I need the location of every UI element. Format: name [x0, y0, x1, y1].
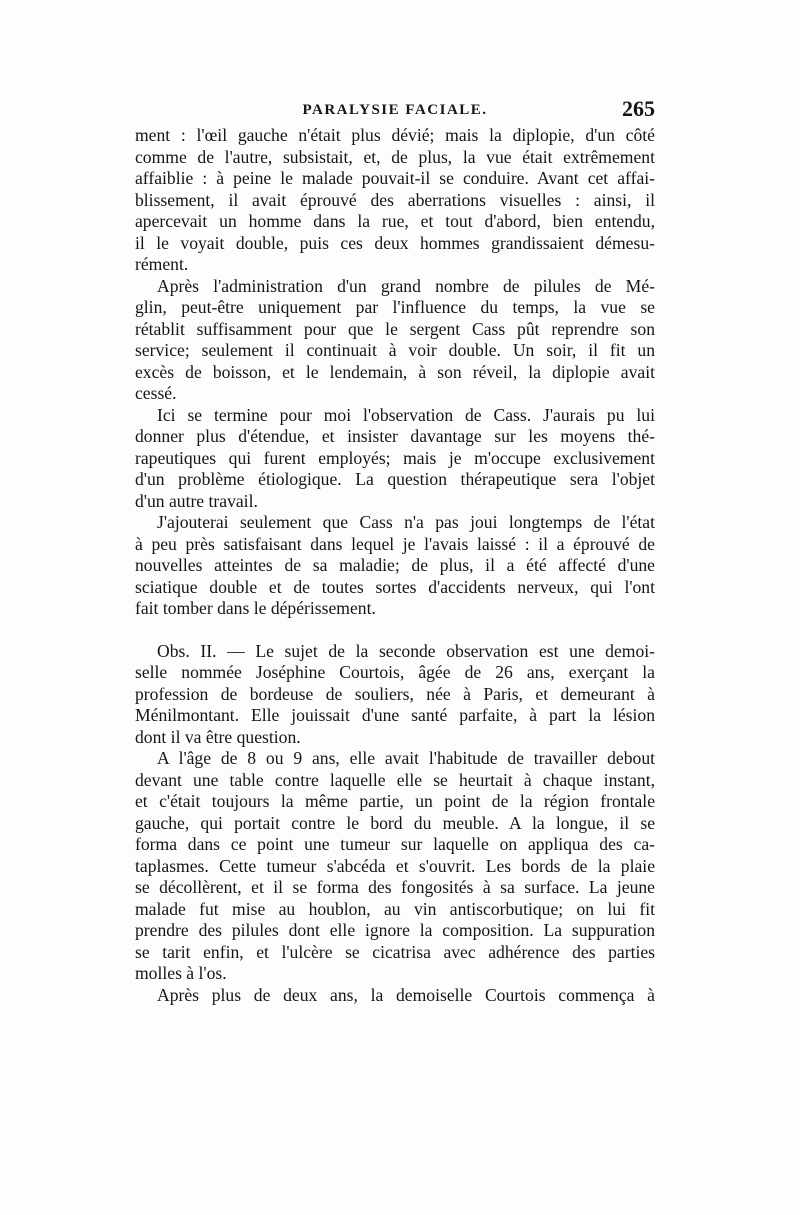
- text-line: d'un autre travail.: [135, 490, 258, 511]
- body-text: [135, 125, 655, 1006]
- text-line: Ménilmontant. Elle jouissait d'une santé parfaite, à part la lésion: [135, 705, 655, 725]
- text-line: excès de boisson, et le lendemain, à son réveil, la diplopie avait: [135, 361, 655, 382]
- text-line: blissement, il avait éprouvé des aberrations visuelles : ainsi, il: [135, 189, 655, 210]
- text-line: devant une table contre laquelle elle se heurtait à chaque instant,: [135, 769, 655, 790]
- text-line: gauche, qui portait contre le bord du meuble. A la longue, il se: [135, 812, 655, 833]
- text-line: ment : l'œil gauche n'était plus dévié; mais la diplopie, d'un côté: [135, 125, 655, 145]
- text-line: il le voyait double, puis ces deux hommes grandissaient démesu-: [135, 232, 655, 253]
- text-line: Obs. II. — Le sujet de la seconde observation est une demoi-: [157, 640, 655, 661]
- text-line: Après plus de deux ans, la demoiselle Courtois commença à: [157, 984, 655, 1005]
- text-line: malade fut mise au houblon, au vin antiscorbutique; on lui fit: [135, 898, 655, 919]
- paragraph: [135, 512, 655, 620]
- page-number: 265: [622, 96, 655, 121]
- text-line: taplasmes. Cette tumeur s'abcéda et s'ouvrit. Les bords de la plaie: [135, 855, 655, 876]
- paragraph: [135, 405, 655, 513]
- text-line: selle nommée Joséphine Courtois, âgée de 26 ans, exerçant la: [135, 662, 655, 682]
- text-line: forma dans ce point une tumeur sur laquelle on appliqua des ca-: [135, 834, 655, 854]
- observation-paragraph: [135, 641, 655, 749]
- text-line: se décollèrent, et il se forma des fongosités à sa surface. La jeune: [135, 877, 655, 897]
- text-line: Ici se termine pour moi l'observation de Cass. J'aurais pu lui: [157, 404, 655, 425]
- paragraph: [135, 276, 655, 405]
- text-line: donner plus d'étendue, et insister davantage sur les moyens thé-: [135, 426, 655, 446]
- text-line: rément.: [135, 254, 189, 274]
- running-head: [135, 96, 655, 126]
- running-title: PARALYSIE FACIALE.: [302, 102, 488, 118]
- text-line: se tarit enfin, et l'ulcère se cicatrisa avec adhérence des parties: [135, 941, 655, 962]
- text-line: dont il va être question.: [135, 726, 301, 747]
- text-line: molles à l'os.: [135, 963, 227, 983]
- text-line: rapeutiques qui furent employés; mais je m'occupe exclusivement: [135, 447, 655, 468]
- text-line: A l'âge de 8 ou 9 ans, elle avait l'habitude de travailler debout: [157, 748, 655, 768]
- text-line: fait tomber dans le dépérissement.: [135, 598, 376, 618]
- section-spacer: [135, 620, 655, 641]
- text-line: J'ajouterai seulement que Cass n'a pas joui longtemps de l'état: [157, 512, 655, 532]
- text-line: glin, peut-être uniquement par l'influence du temps, la vue se: [135, 297, 655, 317]
- text-line: affaiblie : à peine le malade pouvait-il se conduire. Avant cet affai-: [135, 168, 655, 188]
- text-line: à peu près satisfaisant dans lequel je l'avais laissé : il a éprouvé de: [135, 533, 655, 554]
- text-line: service; seulement il continuait à voir double. Un soir, il fit un: [135, 340, 655, 360]
- text-line: rétablit suffisamment pour que le sergent Cass pût reprendre son: [135, 318, 655, 339]
- text-line: prendre des pilules dont elle ignore la composition. La suppuration: [135, 920, 655, 940]
- text-line: d'un problème étiologique. La question thérapeutique sera l'objet: [135, 469, 655, 489]
- text-line: comme de l'autre, subsistait, et, de plus, la vue était extrêmement: [135, 146, 655, 167]
- text-line: profession de bordeuse de souliers, née à Paris, et demeurant à: [135, 683, 655, 704]
- text-line: cessé.: [135, 383, 177, 403]
- text-line: nouvelles atteintes de sa maladie; de plus, il a été affecté d'une: [135, 555, 655, 575]
- paragraph: [135, 985, 655, 1007]
- text-line: sciatique double et de toutes sortes d'accidents nerveux, qui l'ont: [135, 576, 655, 597]
- paragraph-continuation: [135, 125, 655, 276]
- paragraph: [135, 748, 655, 985]
- text-line: Après l'administration d'un grand nombre de pilules de Mé-: [157, 275, 655, 296]
- text-line: et c'était toujours la même partie, un point de la région frontale: [135, 791, 655, 811]
- text-line: apercevait un homme dans la rue, et tout d'abord, bien entendu,: [135, 211, 655, 231]
